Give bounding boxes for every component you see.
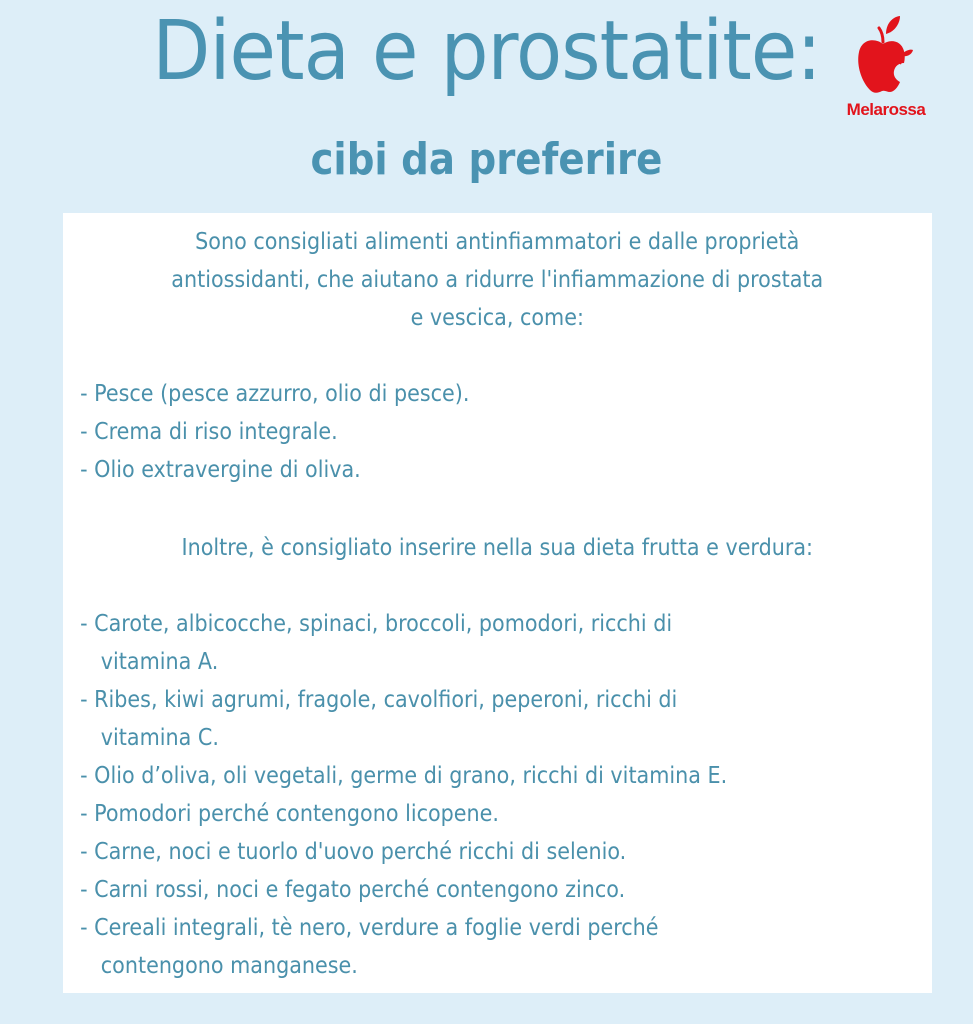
list-item: - Carni rossi, noci e fegato perché contengono zinco. <box>80 877 626 903</box>
list-item: - Cereali integrali, tè nero, verdure a foglie verdi perché <box>80 915 659 941</box>
melarossa-logo <box>836 14 936 124</box>
list-item: - Pomodori perché contengono licopene. <box>80 801 499 827</box>
apple-icon <box>856 14 916 98</box>
list-item: - Ribes, kiwi agrumi, fragole, cavolfiori, peperoni, ricchi di <box>80 687 678 713</box>
intro-paragraph <box>81 223 914 337</box>
list-item: - Olio extravergine di oliva. <box>80 457 361 483</box>
list-item: - Crema di riso integrale. <box>80 419 338 445</box>
intro-line: Sono consigliati alimenti antinfiammatori e dalle proprietà <box>195 229 800 255</box>
page-subtitle: cibi da preferire <box>310 134 663 185</box>
list-item-continuation: contengono manganese. <box>100 953 358 979</box>
intro-line: e vescica, come: <box>410 305 584 331</box>
list-item-continuation: vitamina A. <box>100 649 219 675</box>
fruit-vegetable-list <box>80 605 926 985</box>
intro-line: antiossidanti, che aiutano a ridurre l'infiammazione di prostata <box>171 267 824 293</box>
content-panel <box>63 213 932 993</box>
list-item: - Olio d’oliva, oli vegetali, germe di grano, ricchi di vitamina E. <box>80 763 728 789</box>
recommended-foods-list <box>80 375 926 489</box>
list-item-continuation: vitamina C. <box>100 725 219 751</box>
list-item: - Carne, noci e tuorlo d'uovo perché ricchi di selenio. <box>80 839 627 865</box>
page-title: Dieta e prostatite: <box>152 4 821 99</box>
fruit-vegetable-intro: Inoltre, è consigliato inserire nella sua dieta frutta e verdura: <box>181 535 814 561</box>
list-item: - Carote, albicocche, spinaci, broccoli, pomodori, ricchi di <box>80 611 673 637</box>
list-item: - Pesce (pesce azzurro, olio di pesce). <box>80 381 470 407</box>
logo-brand-name: Melarossa <box>846 100 926 119</box>
